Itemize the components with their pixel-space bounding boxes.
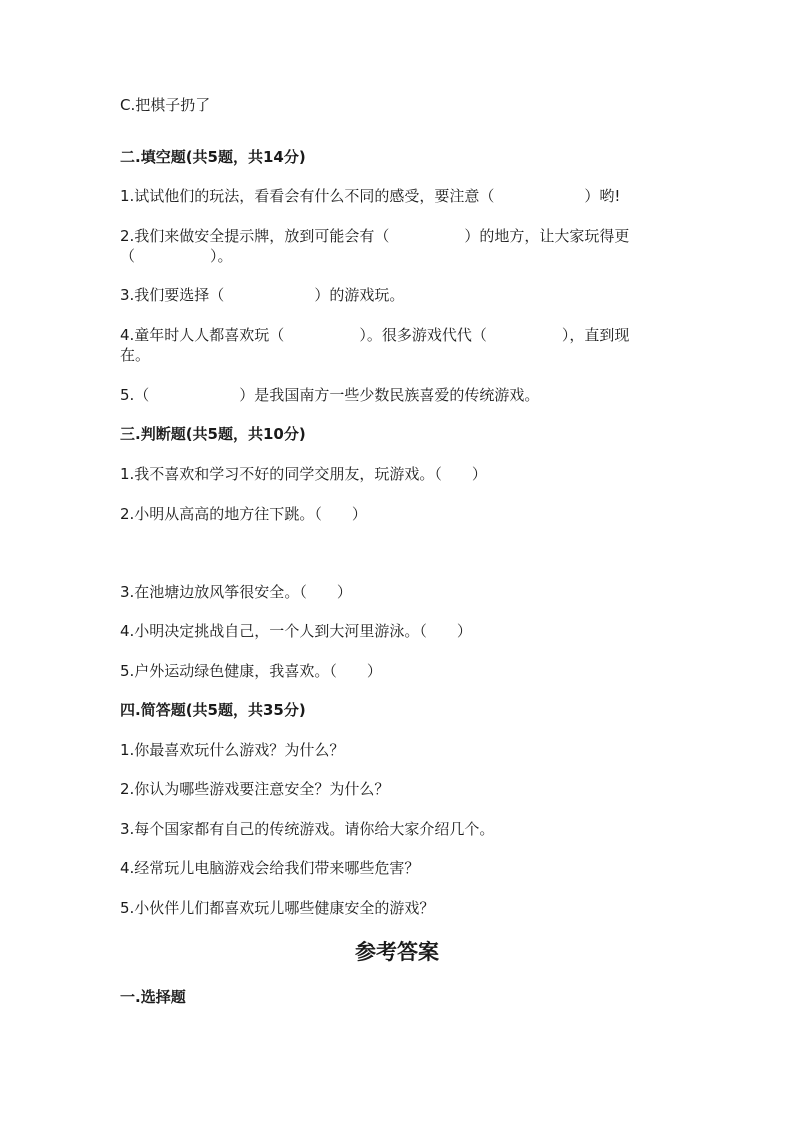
short-question-1: 1.你最喜欢玩什么游戏？为什么？ (120, 741, 345, 759)
answers-section-1-heading: 一.选择题 (120, 988, 186, 1006)
fill-question-5: 5.（ ）是我国南方一些少数民族喜爱的传统游戏。 (120, 386, 540, 404)
section-2-heading: 二.填空题(共5题，共14分) (120, 148, 306, 166)
judge-question-5: 5.户外运动绿色健康，我喜欢。（ ） (120, 662, 382, 680)
short-question-5: 5.小伙伴儿们都喜欢玩儿哪些健康安全的游戏？ (120, 899, 435, 917)
short-question-2: 2.你认为哪些游戏要注意安全？为什么？ (120, 780, 390, 798)
answers-title: 参考答案 (355, 940, 439, 964)
fill-question-4-line-1: 4.童年时人人都喜欢玩（ ）。很多游戏代代（ ），直到现 (120, 326, 630, 344)
judge-question-3: 3.在池塘边放风筝很安全。（ ） (120, 583, 352, 601)
section-4-heading: 四.简答题(共5题，共35分) (120, 701, 306, 719)
section-3-heading: 三.判断题(共5题，共10分) (120, 425, 306, 443)
short-question-3: 3.每个国家都有自己的传统游戏。请你给大家介绍几个。 (120, 820, 495, 838)
fill-question-2-line-1: 2.我们来做安全提示牌，放到可能会有（ ）的地方，让大家玩得更 (120, 227, 630, 245)
option-c: C.把棋子扔了 (120, 96, 211, 114)
judge-question-1: 1.我不喜欢和学习不好的同学交朋友，玩游戏。（ ） (120, 465, 487, 483)
judge-question-4: 4.小明决定挑战自己，一个人到大河里游泳。（ ） (120, 622, 472, 640)
judge-question-2: 2.小明从高高的地方往下跳。（ ） (120, 505, 367, 523)
fill-question-2-line-2: （ ）。 (120, 247, 233, 265)
fill-question-4-line-2: 在。 (120, 346, 151, 364)
fill-question-1: 1.试试他们的玩法，看看会有什么不同的感受，要注意（ ）哟! (120, 187, 621, 205)
short-question-4: 4.经常玩儿电脑游戏会给我们带来哪些危害？ (120, 859, 420, 877)
fill-question-3: 3.我们要选择（ ）的游戏玩。 (120, 286, 405, 304)
